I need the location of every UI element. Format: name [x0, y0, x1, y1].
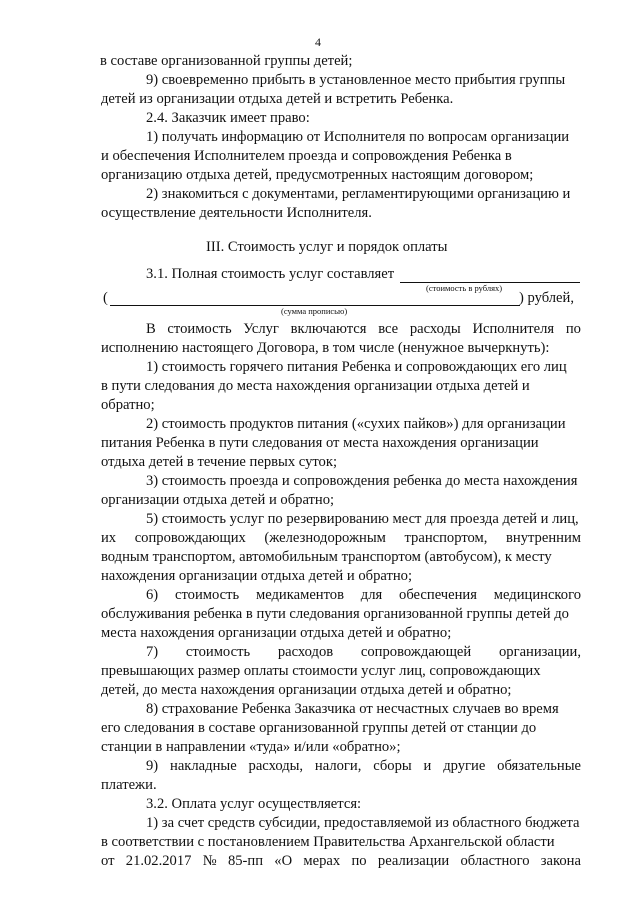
text-line: 1) стоимость горячего питания Ребенка и сопровождающих его лиц [146, 359, 567, 375]
text-line [146, 644, 581, 661]
text-line: 1) за счет средств субсидии, предоставляемой из областного бюджета [146, 815, 580, 831]
text-line [146, 587, 581, 604]
text-line: 2) знакомиться с документами, регламентирующими организацию и [146, 186, 571, 202]
text-line: в соответствии с постановлением Правительства Архангельской области [101, 834, 555, 850]
field-caption: (сумма прописью) [281, 306, 348, 316]
word: Услуг [243, 321, 279, 337]
word: 7) [146, 644, 159, 660]
word: В [146, 321, 156, 337]
word: налоги, [314, 758, 362, 774]
page-number: 4 [315, 35, 321, 49]
text-line: водным транспортом, автомобильным транспортом (автобусом), к месту [101, 549, 552, 565]
text-line: обратно; [101, 397, 155, 413]
text-line: организацию отдыха детей, предусмотренных настоящим договором; [101, 167, 534, 183]
word: 9) [146, 758, 159, 774]
text-line [146, 321, 581, 338]
word: 21.02.2017 [125, 853, 192, 869]
word: № [202, 853, 217, 869]
word: транспортом, [404, 530, 488, 546]
text-line: и обеспечения Исполнителем проезда и сопровождения Ребенка в [101, 148, 512, 164]
word: расходы, [248, 758, 304, 774]
word: сопровождающей [360, 644, 472, 660]
word: сборы [373, 758, 412, 774]
word: от [101, 853, 115, 869]
word: (железнодорожным [264, 530, 386, 546]
word: обеспечения [399, 587, 477, 603]
word: все [378, 321, 399, 337]
text-line [101, 853, 581, 870]
word: закона [540, 853, 581, 869]
word: стоимость [174, 587, 240, 603]
text-line: платежи. [101, 777, 157, 793]
word: реализации [377, 853, 450, 869]
word: внутренним [506, 530, 581, 546]
text-line: в пути следования до места нахождения организации отдыха детей и [101, 378, 530, 394]
word: «О [274, 853, 293, 869]
text-line: 8) страхование Ребенка Заказчика от несчастных случаев во время [146, 701, 559, 717]
word: медикаментов [255, 587, 344, 603]
word: областного [460, 853, 530, 869]
text-line: отдыха детей в течение первых суток; [101, 454, 337, 470]
text-line: в составе организованной группы детей; [100, 53, 353, 69]
text-line [146, 758, 581, 775]
word: Исполнителя [472, 321, 555, 337]
word: 85-пп [227, 853, 264, 869]
word: по [565, 321, 581, 337]
word: обязательные [497, 758, 581, 774]
word: стоимость [185, 644, 251, 660]
text-line: 2.4. Заказчик имеет право: [146, 110, 310, 126]
text-line [101, 530, 581, 547]
word: и [423, 758, 432, 774]
text-line: 2) стоимость продуктов питания («сухих пайков») для организации [146, 416, 566, 432]
text-line-open-paren: ( [103, 290, 108, 306]
word: сопровождающих [134, 530, 246, 546]
word: другие [443, 758, 486, 774]
word: включаются [290, 321, 367, 337]
word: расходы [409, 321, 461, 337]
text-line: места нахождения организации отдыха детей и обратно; [101, 625, 452, 641]
word: их [101, 530, 117, 546]
word: мерах [303, 853, 341, 869]
text-line: питания Ребенка в пути следования от места нахождения организации [101, 435, 539, 451]
word: расходов [277, 644, 334, 660]
text-line-close-paren: ) рублей, [519, 290, 574, 306]
word: стоимость [167, 321, 232, 337]
text-line: детей, до места нахождения организации отдыха детей и обратно; [101, 682, 512, 698]
text-line: станции в направлении «туда» и/или «обратно»; [101, 739, 401, 755]
text-line: превышающих размер оплаты стоимости услуг лиц, сопровождающих [101, 663, 541, 679]
text-line: обслуживания ребенка в пути следования организованной группы детей до [101, 606, 569, 622]
text-line: 9) своевременно прибыть в установленное место прибытия группы [146, 72, 566, 88]
word: накладные [170, 758, 237, 774]
word: по [351, 853, 367, 869]
text-line: осуществление деятельности Исполнителя. [101, 205, 372, 221]
text-line: его следования в составе организованной группы детей от станции до [101, 720, 537, 736]
word: организации, [498, 644, 581, 660]
word: для [360, 587, 383, 603]
text-line: 1) получать информацию от Исполнителя по вопросам организации [146, 129, 570, 145]
text-line: 3) стоимость проезда и сопровождения ребенка до места нахождения [146, 473, 578, 489]
text-line: детей из организации отдыха детей и встретить Ребенка. [101, 91, 454, 107]
word: 6) [146, 587, 159, 603]
text-line: 3.2. Оплата услуг осуществляется: [146, 796, 362, 812]
field-caption: (стоимость в рублях) [426, 283, 503, 293]
text-line: нахождения организации отдыха детей и обратно; [101, 568, 413, 584]
text-line: 3.1. Полная стоимость услуг составляет [146, 266, 395, 282]
text-line: организации отдыха детей и обратно; [101, 492, 335, 508]
word: медицинского [493, 587, 581, 603]
text-line: 5) стоимость услуг по резервированию мест для проезда детей и лиц, [146, 511, 579, 527]
text-line: исполнению настоящего Договора, в том числе (ненужное вычеркнуть): [101, 340, 550, 356]
section-heading: III. Стоимость услуг и порядок оплаты [206, 239, 448, 255]
